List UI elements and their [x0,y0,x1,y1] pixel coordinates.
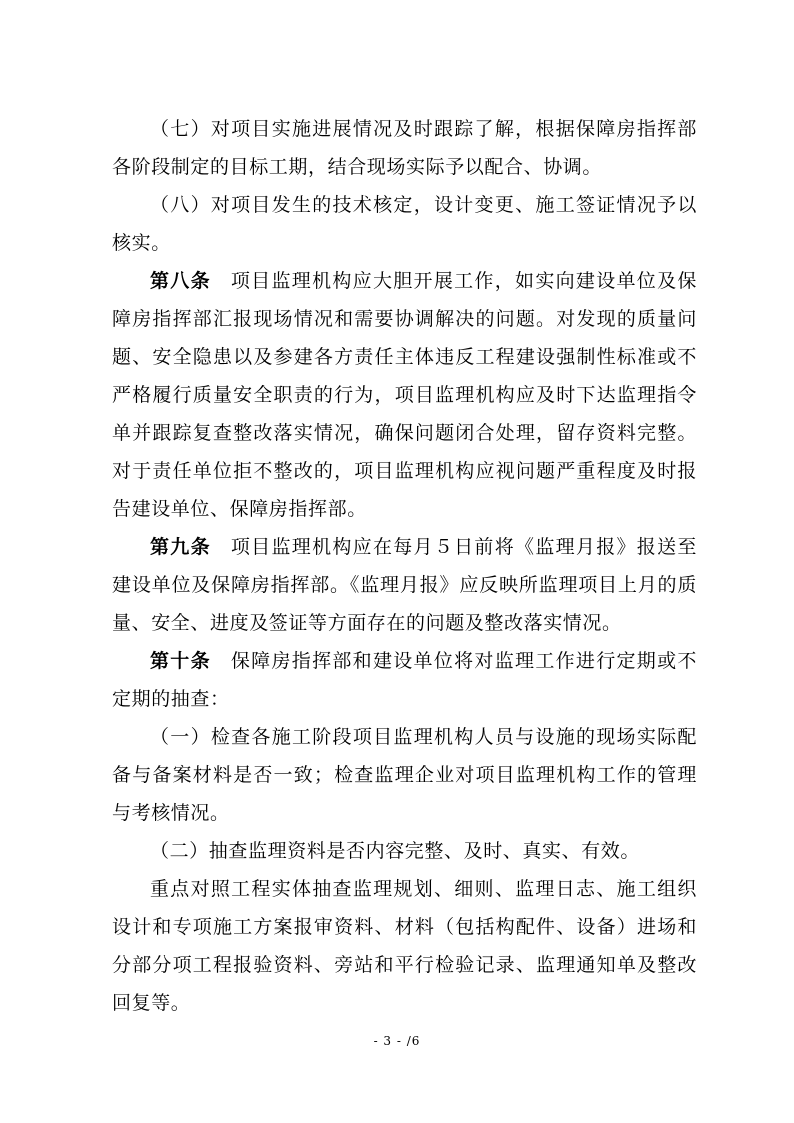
article-8 [112,262,697,528]
article-text: 项目监理机构应在每月５日前将《监理月报》报送至建设单位及保障房指挥部。《监理月报》应反映所监理项目上月的质量、安全、进度及签证等方面存在的问题及整改落实情况。 [112,536,697,634]
paragraph-text: 重点对照工程实体抽查监理规划、细则、监理日志、施工组织设计和专项施工方案报审资料、材料（包括构配件、设备）进场和分部分项工程报验资料、旁站和平行检验记录、监理通知单及整改回复等。 [112,878,697,1014]
paragraph-item-8 [112,186,697,262]
paragraph-key-check [112,870,697,1022]
article-heading: 第十条 [150,650,211,672]
paragraph-text: （二）抽查监理资料是否内容完整、及时、真实、有效。 [150,840,641,862]
paragraph-item-1 [112,718,697,832]
page-number-footer: - 3 - /6 [373,1034,421,1048]
paragraph-text: （八）对项目发生的技术核定，设计变更、施工签证情况予以核实。 [112,194,697,254]
article-text: 保障房指挥部和建设单位将对监理工作进行定期或不定期的抽查： [112,650,697,710]
paragraph-text: （一）检查各施工阶段项目监理机构人员与设施的现场实际配备与备案材料是否一致；检查监理企业对项目监理机构工作的管理与考核情况。 [112,726,697,824]
article-10 [112,642,697,718]
document-body [112,110,697,1022]
article-text: 项目监理机构应大胆开展工作，如实向建设单位及保障房指挥部汇报现场情况和需要协调解决的问题。对发现的质量问题、安全隐患以及参建各方责任主体违反工程建设强制性标准或不严格履行质量安全职责的行为，项目监理机构应及时下达监理指令单并跟踪复查整改落实情况，确保问题闭合处理，留存资料完整。对于责任单位拒不整改的，项目监理机构应视问题严重程度及时报告建设单位、保障房指挥部。 [112,270,697,520]
paragraph-item-7 [112,110,697,186]
paragraph-item-2 [112,832,697,870]
article-heading: 第八条 [150,270,211,292]
paragraph-text: （七）对项目实施进展情况及时跟踪了解，根据保障房指挥部各阶段制定的目标工期，结合现场实际予以配合、协调。 [112,118,697,178]
article-heading: 第九条 [150,536,211,558]
article-9 [112,528,697,642]
